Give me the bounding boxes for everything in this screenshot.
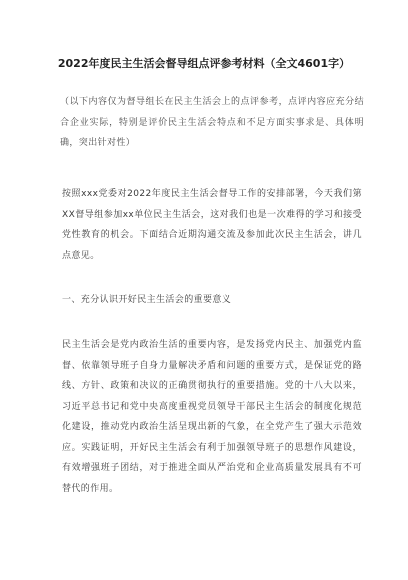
section-body-paragraph: 民主生活会是党内政治生活的重要内容，是发扬党内民主、加强党内监督、依靠领导班子自身力量解决矛盾和问题的重要方式，是保证党的路线、方针、政策和决议的正确贯彻执行的重要措施。党的十八大以来，习近平总书记和党中央高度重视党员领导干部民主生活会的制度化规范化建设，推动党内政治生活呈现出新的气象，在全党产生了强大示范效应。实践证明，开好民主生活会有利于加强领导班子的思想作风建设，有效增强班子团结，对于推进全面从严治党和企业高质量发展具有不可替代的作用。: [62, 340, 362, 494]
section-heading: 一、充分认识开好民主生活会的重要意义: [62, 295, 232, 305]
document-title: 2022年度民主生活会督导组点评参考材料（全文4601字）: [57, 57, 351, 70]
instruction-note: （以下内容仅为督导组长在民主生活会上的点评参考，点评内容应充分结合企业实际，特别是评价民主生活会特点和不足方面实事求是、具体明确，突出针对性）: [60, 97, 364, 148]
intro-paragraph: 按照xxx党委对2022年度民主生活会督导工作的安排部署，今天我们第XX督导组参加xx单位民主生活会，这对我们也是一次难得的学习和接受党性教育的机会。下面结合近期沟通交流及参加此次民主生活会，讲几点意见。: [62, 189, 362, 261]
